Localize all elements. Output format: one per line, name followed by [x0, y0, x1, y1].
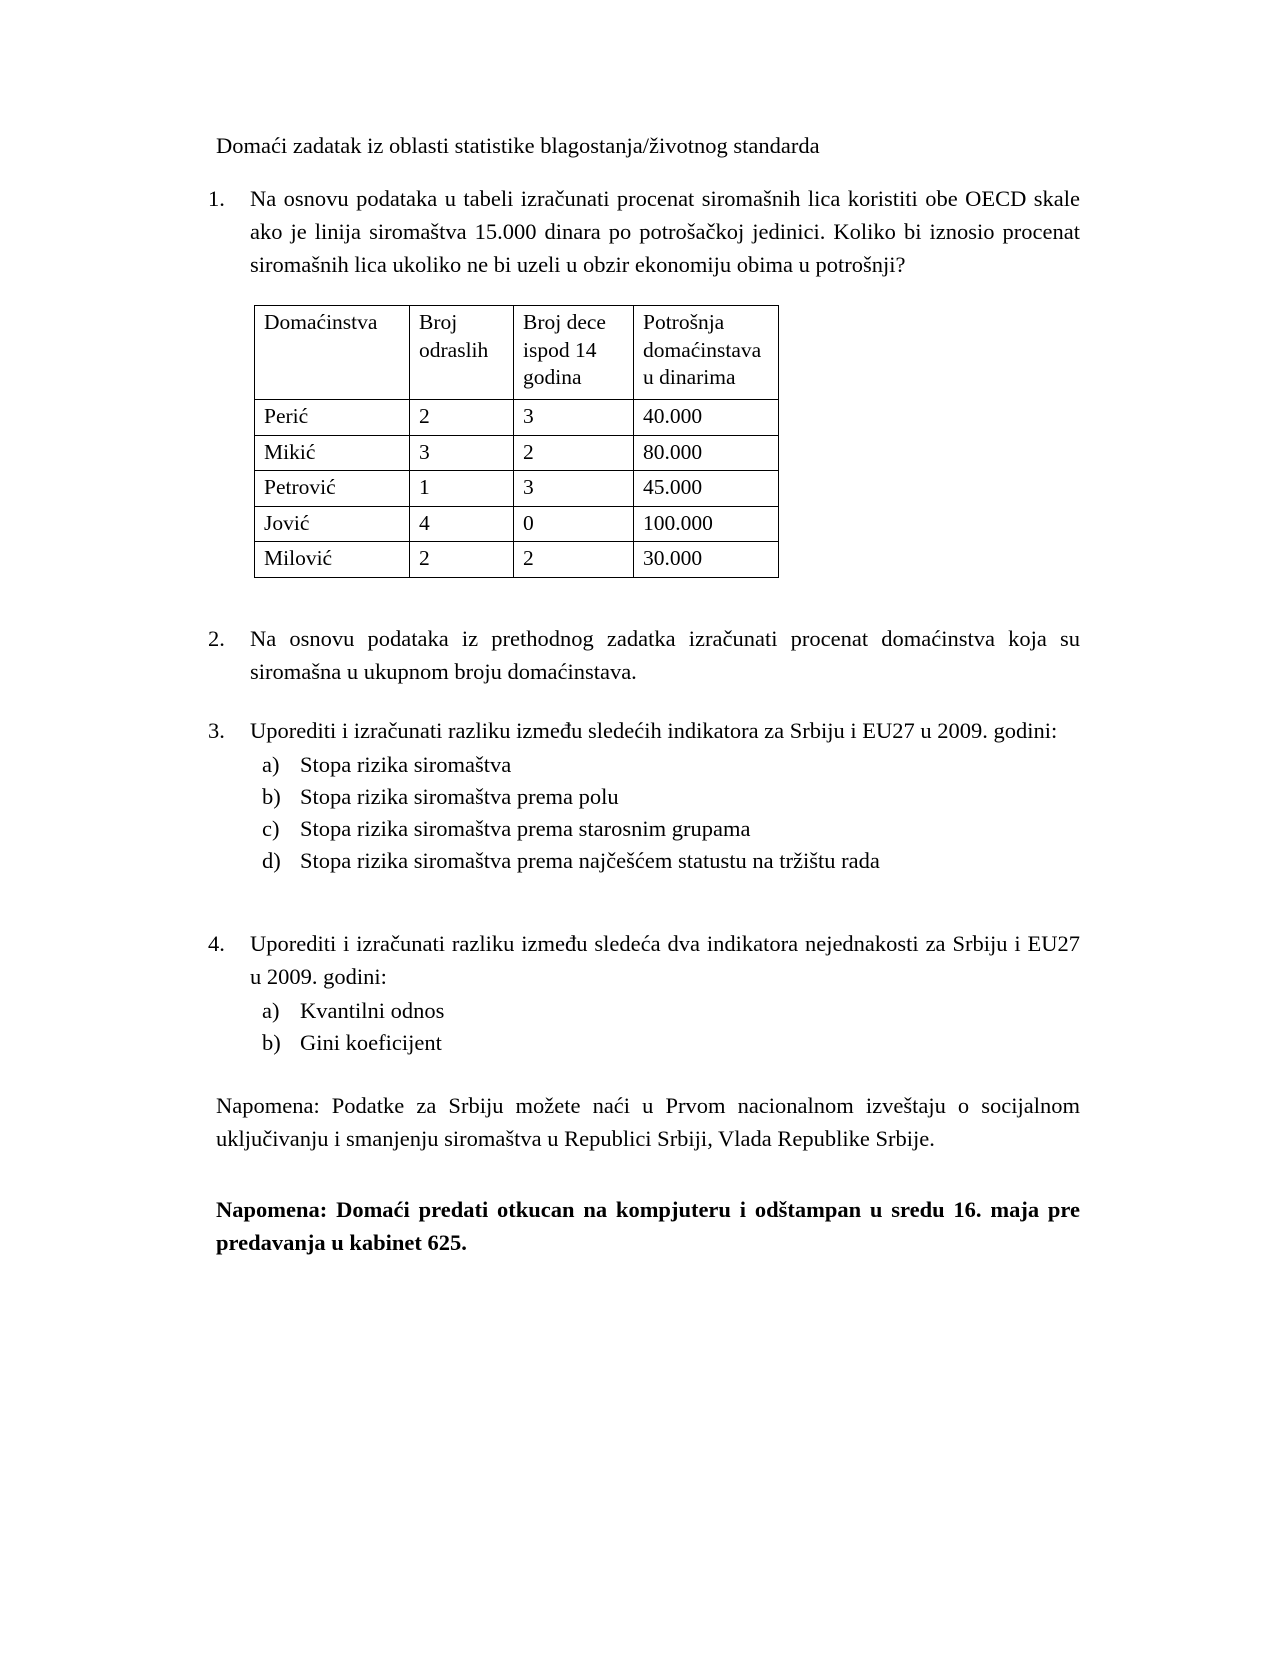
- cell-adults: 3: [410, 435, 514, 471]
- households-table: [254, 305, 779, 578]
- cell-household: Jović: [255, 506, 410, 542]
- table-row: [255, 400, 779, 436]
- cell-adults: 1: [410, 471, 514, 507]
- cell-adults: 2: [410, 400, 514, 436]
- cell-household: Perić: [255, 400, 410, 436]
- table-row: [255, 435, 779, 471]
- table-bottom-spacer: [208, 578, 1080, 622]
- sublist-3-marker-c: c): [262, 815, 280, 841]
- sublist-3-marker-d: d): [262, 847, 281, 873]
- cell-children: 2: [514, 435, 634, 471]
- sublist-3-item-c: [250, 813, 1080, 845]
- cell-adults: 2: [410, 542, 514, 578]
- note-deadline: Napomena: Domaći predati otkucan na kompjuteru i odštampan u sredu 16. maja pre predavanja u kabinet 625.: [216, 1196, 1080, 1256]
- sublist-4-label-b: Gini koeficijent: [300, 1029, 442, 1055]
- list-item-4-marker: 4.: [208, 930, 225, 956]
- list-item-2-marker: 2.: [208, 625, 225, 651]
- households-table-wrap: [254, 305, 1080, 578]
- list-item-3: [208, 714, 1080, 877]
- sublist-3-label-b: Stopa rizika siromaštva prema polu: [300, 784, 619, 810]
- sublist-3-item-b: [250, 781, 1080, 813]
- cell-children: 2: [514, 542, 634, 578]
- cell-children: 3: [514, 400, 634, 436]
- list-item-3-text: Uporediti i izračunati razliku između sledećih indikatora za Srbiju i EU27 u 2009. godini:: [250, 718, 1058, 744]
- sublist-4-marker-b: b): [262, 1029, 281, 1055]
- table-row: [255, 471, 779, 507]
- sublist-3-item-d: [250, 845, 1080, 877]
- list-item-1: [208, 182, 1080, 281]
- list-item-1-marker: 1.: [208, 186, 225, 212]
- table-row: [255, 506, 779, 542]
- cell-adults: 4: [410, 506, 514, 542]
- sublist-3-marker-a: a): [262, 752, 280, 778]
- item3-bottom-spacer: [208, 903, 1080, 927]
- table-row: [255, 542, 779, 578]
- table-header-row: [255, 306, 779, 400]
- note-source: Napomena: Podatke za Srbiju možete naći u Prvom nacionalnom izveštaju o socijalnom uključivanju i smanjenju siromaštva u Republici Srbiji, Vlada Republike Srbije.: [216, 1092, 1080, 1151]
- cell-children: 0: [514, 506, 634, 542]
- list-item-2-text: Na osnovu podataka iz prethodnog zadatka izračunati procenat domaćinstva koja su siromašna u ukupnom broju domaćinstava.: [250, 625, 1080, 684]
- sublist-4-label-a: Kvantilni odnos: [300, 997, 445, 1023]
- cell-children: 3: [514, 471, 634, 507]
- sublist-3-marker-b: b): [262, 784, 281, 810]
- list-item-4-text: Uporediti i izračunati razliku između sledeća dva indikatora nejednakosti za Srbiju i EU27 u 2009. godini:: [250, 930, 1080, 989]
- sublist-4: [250, 995, 1080, 1059]
- cell-consumption: 100.000: [634, 506, 779, 542]
- sublist-3-label-c: Stopa rizika siromaštva prema starosnim grupama: [300, 815, 751, 841]
- table-header-consumption: Potrošnja domaćinstava u dinarima: [634, 306, 779, 400]
- page-title: Domaći zadatak iz oblasti statistike blagostanja/životnog standarda: [216, 133, 820, 158]
- sublist-3-label-a: Stopa rizika siromaštva: [300, 752, 512, 778]
- list-item-3-marker: 3.: [208, 718, 225, 744]
- cell-consumption: 80.000: [634, 435, 779, 471]
- cell-household: Petrović: [255, 471, 410, 507]
- list-item-1-text: Na osnovu podataka u tabeli izračunati procenat siromašnih lica koristiti obe OECD skale ako je linija siromaštva 15.000 dinara po potrošačkoj jedinici. Koliko bi iznosio procenat siromašnih lica ukoliko ne bi uzeli u obzir ekonomiju obima u potrošnji?: [250, 186, 1080, 278]
- table-header-households: Domaćinstva: [255, 306, 410, 400]
- sublist-3-label-d: Stopa rizika siromaštva prema najčešćem statustu na tržištu rada: [300, 847, 880, 873]
- sublist-3: [250, 749, 1080, 877]
- sublist-4-item-b: [250, 1027, 1080, 1059]
- table-header-children: Broj dece ispod 14 godina: [514, 306, 634, 400]
- cell-household: Mikić: [255, 435, 410, 471]
- cell-consumption: 40.000: [634, 400, 779, 436]
- cell-household: Milović: [255, 542, 410, 578]
- table-header-adults: Broj odraslih: [410, 306, 514, 400]
- list-item-2: [208, 622, 1080, 688]
- list-item-4: [208, 927, 1080, 1059]
- cell-consumption: 30.000: [634, 542, 779, 578]
- sublist-4-item-a: [250, 995, 1080, 1027]
- sublist-3-item-a: [250, 749, 1080, 781]
- sublist-4-marker-a: a): [262, 997, 280, 1023]
- cell-consumption: 45.000: [634, 471, 779, 507]
